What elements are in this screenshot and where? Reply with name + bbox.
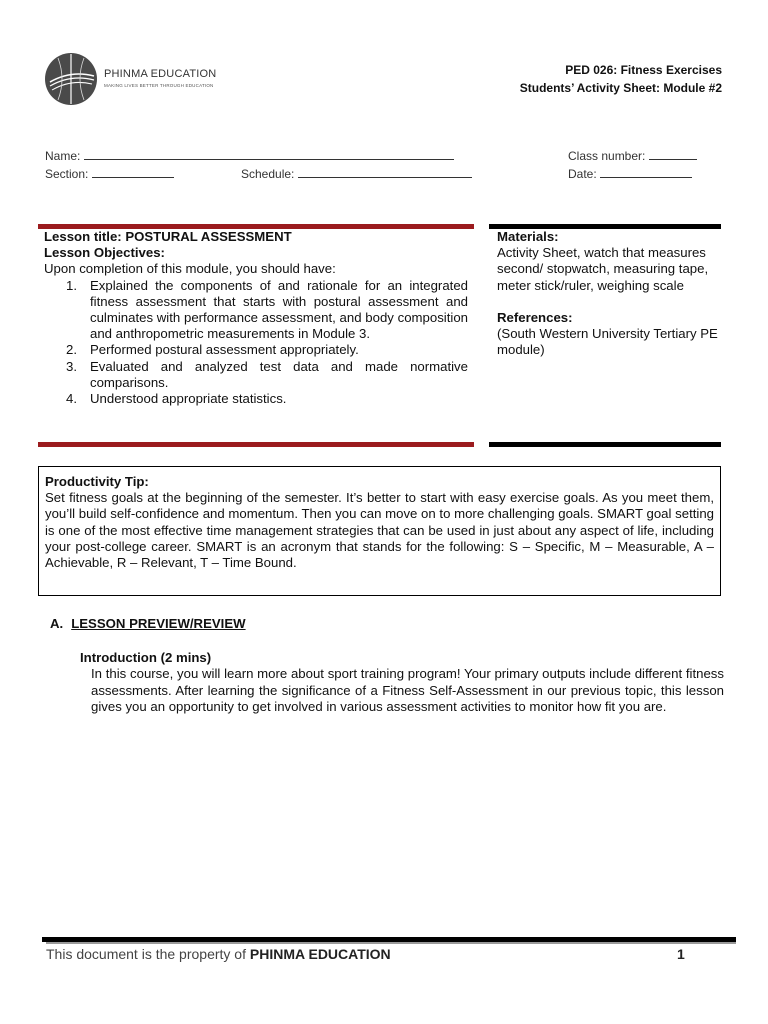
footer-rule-shadow — [46, 942, 736, 944]
objective-number: 4. — [66, 391, 77, 407]
introduction-text: In this course, you will learn more about sport training program! Your primary outputs include different fitness assessments. After learning the significance of a Fitness Self-Assessment in our previous topic, this lesson gives you an opportunity to get involved in various assessment activities to monitor how fit you are. — [91, 666, 724, 715]
phinma-logo — [44, 52, 224, 106]
class-number-line[interactable] — [649, 149, 697, 160]
footer-text: This document is the property of — [46, 946, 246, 962]
lesson-title: Lesson title: POSTURAL ASSESSMENT — [44, 229, 292, 244]
section-field[interactable] — [45, 167, 174, 181]
sheet-title: Students’ Activity Sheet: Module #2 — [519, 81, 722, 95]
class-number-field[interactable] — [568, 149, 697, 163]
objective-item — [44, 342, 468, 358]
references-heading: References: — [497, 309, 573, 325]
references-text: (South Western University Tertiary PE module) — [497, 326, 718, 358]
class-number-label: Class number: — [568, 149, 646, 163]
date-label: Date: — [568, 167, 597, 181]
section-label: Section: — [45, 167, 89, 181]
phinma-logo-icon — [44, 52, 98, 106]
bottom-black-rule — [489, 442, 721, 447]
materials-heading: Materials: — [497, 229, 559, 244]
name-field[interactable] — [45, 149, 454, 163]
objective-text: Evaluated and analyzed test data and made normative comparisons. — [90, 358, 468, 390]
lesson-panel — [44, 229, 468, 407]
name-line[interactable] — [84, 149, 454, 160]
objective-item — [44, 278, 468, 343]
footer-org: PHINMA EDUCATION — [249, 946, 391, 962]
section-letter: A. — [50, 616, 64, 631]
section-line[interactable] — [92, 167, 174, 178]
logo-tagline: MAKING LIVES BETTER THROUGH EDUCATION — [104, 83, 214, 88]
objective-number: 1. — [66, 277, 77, 293]
objectives-list — [44, 278, 468, 408]
materials-text: Activity Sheet, watch that measures second/ stopwatch, measuring tape, meter stick/ruler, weighing scale — [497, 245, 709, 293]
objective-text: Explained the components of and rationale for an integrated fitness assessment that starts with postural assessment and culminates with performance assessment, and body composition and anthropometric measurements in Module 3. — [90, 277, 468, 342]
course-code: PED 026: Fitness Exercises — [565, 63, 722, 77]
objective-item — [44, 391, 468, 407]
introduction-heading: Introduction (2 mins) — [80, 650, 212, 665]
objectives-intro: Upon completion of this module, you should have: — [44, 261, 336, 277]
tip-text: Set fitness goals at the beginning of the semester. It’s better to start with easy exercise goals. As you meet them, you’ll build self-confidence and momentum. Then you can move on to more challenging goals. SMART goal setting is one of the most effective time management strategies that can be used in just about any aspect of life, including your post-college career. SMART is an acronym that stands for the following: S – Specific, M – Measurable, A – Achievable, R – Relevant, T – Time Bound. — [45, 490, 714, 571]
logo-name: PHINMA EDUCATION — [104, 68, 217, 80]
objective-item — [44, 359, 468, 391]
tip-heading: Productivity Tip: — [45, 474, 149, 489]
schedule-field[interactable] — [241, 167, 472, 181]
name-label: Name: — [45, 149, 81, 163]
schedule-line[interactable] — [298, 167, 472, 178]
bottom-red-rule — [38, 442, 474, 447]
schedule-label: Schedule: — [241, 167, 295, 181]
page-number: 1 — [677, 946, 685, 962]
objective-text: Performed postural assessment appropriately. — [90, 342, 359, 358]
materials-panel — [497, 229, 719, 358]
objective-number: 2. — [66, 342, 77, 358]
date-field[interactable] — [568, 167, 692, 181]
productivity-tip-box — [38, 466, 721, 596]
objective-text: Understood appropriate statistics. — [90, 391, 287, 407]
section-title: LESSON PREVIEW/REVIEW — [71, 616, 246, 631]
date-line[interactable] — [600, 167, 692, 178]
footer-ownership — [46, 946, 391, 962]
section-a-heading — [50, 616, 246, 631]
objectives-heading: Lesson Objectives: — [44, 245, 165, 261]
objective-number: 3. — [66, 358, 77, 374]
